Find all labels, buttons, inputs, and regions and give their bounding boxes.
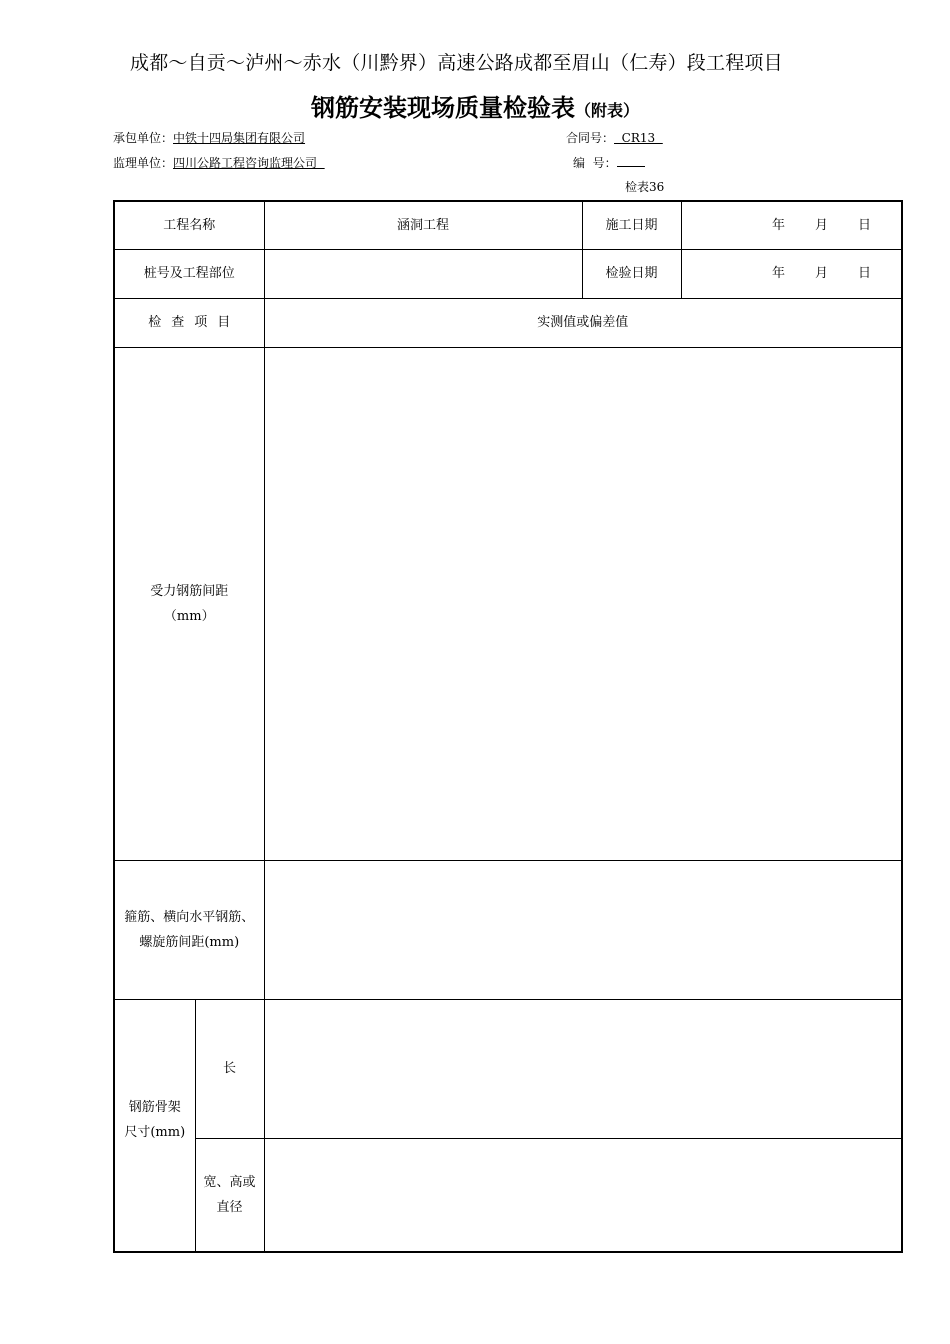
skeleton-size-cell bbox=[114, 999, 195, 1252]
construction-day: 日 bbox=[858, 217, 872, 233]
skeleton-width-cell bbox=[195, 1138, 264, 1252]
skeleton-length-values bbox=[264, 999, 902, 1138]
contractor-label: 承包单位： bbox=[113, 131, 174, 145]
project-name-value: 涵洞工程 bbox=[264, 201, 582, 249]
contractor-value: 中铁十四局集团有限公司 bbox=[173, 131, 306, 145]
inspection-date-label: 检验日期 bbox=[582, 249, 681, 298]
form-title-main: 钢筋安装现场质量检验表 bbox=[310, 94, 575, 122]
skeleton-length-label: 长 bbox=[195, 999, 264, 1138]
stirrup-spacing-values bbox=[264, 860, 902, 999]
serial-label: 编 号： bbox=[573, 156, 617, 170]
check-item-header bbox=[114, 298, 264, 347]
inspection-table bbox=[113, 200, 903, 1253]
check-item-char: 目 bbox=[217, 315, 231, 330]
stirrup-spacing-line2: 螺旋筋间距(mm) bbox=[139, 934, 240, 950]
construction-date-value bbox=[681, 201, 902, 249]
contract-no-value: CR13 bbox=[614, 131, 663, 145]
skeleton-size-line1: 钢筋骨架 bbox=[128, 1100, 181, 1116]
construction-year: 年 bbox=[771, 217, 785, 233]
skeleton-size-line2: 尺寸(mm) bbox=[124, 1125, 186, 1141]
supervisor-label: 监理单位： bbox=[113, 156, 174, 170]
contract-no-row bbox=[566, 129, 663, 146]
skeleton-width-line2: 直径 bbox=[216, 1199, 243, 1215]
measured-header: 实测值或偏差值 bbox=[264, 298, 902, 347]
construction-month: 月 bbox=[814, 217, 828, 233]
stirrup-spacing-cell bbox=[114, 860, 264, 999]
check-item-char: 检 bbox=[148, 315, 162, 330]
supervisor-row bbox=[113, 154, 325, 171]
project-title: 成都～自贡～泸州～赤水（川黔界）高速公路成都至眉山（仁寿）段工程项目 bbox=[130, 52, 783, 74]
main-rebar-spacing-values bbox=[264, 347, 902, 860]
contractor-row bbox=[113, 129, 305, 146]
contract-no-label: 合同号： bbox=[566, 131, 615, 145]
form-title bbox=[0, 88, 950, 123]
station-value bbox=[264, 249, 582, 298]
stirrup-spacing-line1: 箍筋、横向水平钢筋、 bbox=[124, 909, 255, 925]
inspection-day: 日 bbox=[858, 266, 872, 281]
station-label: 桩号及工程部位 bbox=[114, 249, 264, 298]
form-title-suffix: （附表） bbox=[574, 101, 639, 120]
supervisor-value: 四川公路工程咨询监理公司 bbox=[173, 156, 325, 170]
skeleton-width-values bbox=[264, 1138, 902, 1252]
inspection-month: 月 bbox=[814, 266, 828, 281]
serial-blank bbox=[617, 154, 645, 167]
inspection-date-value bbox=[681, 249, 902, 298]
main-rebar-spacing-cell bbox=[114, 347, 264, 860]
check-item-char: 项 bbox=[194, 315, 208, 330]
inspection-year: 年 bbox=[771, 266, 785, 281]
project-name-label: 工程名称 bbox=[114, 201, 264, 249]
form-code: 检表36 bbox=[625, 180, 665, 194]
main-rebar-spacing-label: 受力钢筋间距 bbox=[150, 583, 229, 599]
serial-row bbox=[573, 154, 645, 171]
check-item-char: 查 bbox=[171, 315, 185, 330]
skeleton-width-line1: 宽、高或 bbox=[203, 1174, 256, 1190]
construction-date-label: 施工日期 bbox=[582, 201, 681, 249]
main-rebar-spacing-unit: （mm） bbox=[163, 608, 215, 624]
